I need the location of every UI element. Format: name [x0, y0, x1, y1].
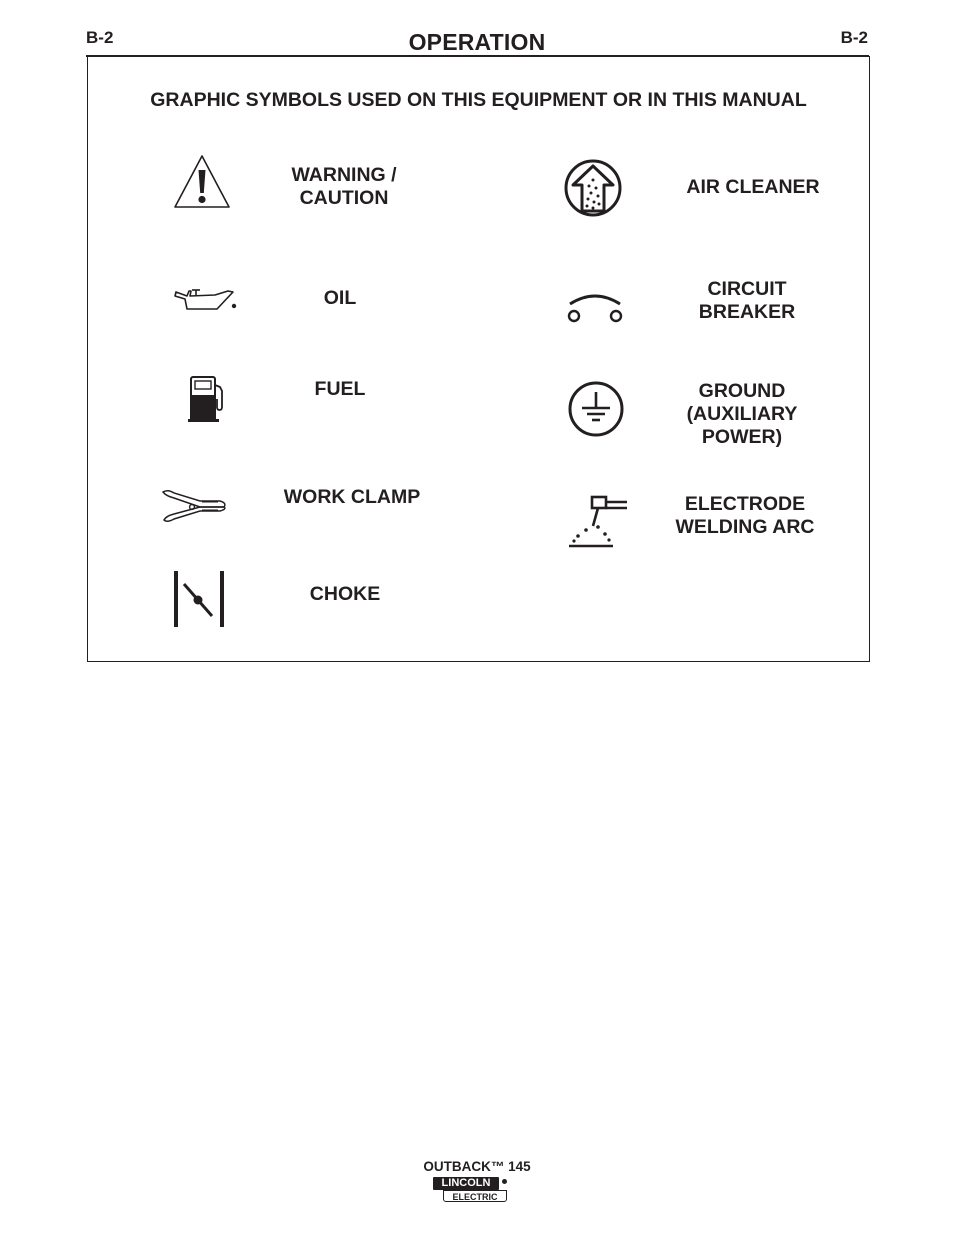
- symbol-label-ground-auxiliary-power: GROUND (AUXILIARY POWER): [686, 380, 798, 448]
- choke-icon: [172, 570, 226, 628]
- section-title: OPERATION: [408, 29, 546, 55]
- symbol-label-air-cleaner: AIR CLEANER: [686, 176, 820, 198]
- electrode-arc-icon: [565, 494, 629, 550]
- page-number-right: B-2: [840, 28, 868, 47]
- fuel-pump-icon: [188, 375, 228, 423]
- logo-registered-mark: [502, 1179, 507, 1184]
- symbol-label-circuit-breaker: CIRCUIT BREAKER: [698, 278, 796, 323]
- footer-product-name: OUTBACK™ 145: [423, 1159, 531, 1174]
- air-cleaner-icon: [563, 158, 623, 218]
- lincoln-electric-logo: [433, 1177, 513, 1205]
- symbol-label-work-clamp: WORK CLAMP: [283, 486, 421, 508]
- page-number-left: B-2: [86, 28, 114, 47]
- logo-top-text: LINCOLN: [433, 1177, 499, 1190]
- warning-triangle-icon: [172, 153, 232, 211]
- symbol-label-electrode-welding-arc: ELECTRODE WELDING ARC: [675, 493, 815, 538]
- work-clamp-icon: [160, 487, 230, 525]
- oil-can-icon: [173, 287, 239, 313]
- symbols-box-title: GRAPHIC SYMBOLS USED ON THIS EQUIPMENT OR IN THIS MANUAL: [150, 89, 807, 111]
- symbol-label-oil: OIL: [323, 287, 357, 309]
- symbol-label-warning-caution: WARNING / CAUTION: [291, 164, 397, 209]
- symbol-label-fuel: FUEL: [314, 378, 366, 400]
- symbol-label-choke: CHOKE: [309, 583, 381, 605]
- logo-bottom-text: ELECTRIC: [443, 1190, 507, 1202]
- ground-icon: [566, 380, 626, 438]
- circuit-breaker-icon: [565, 290, 625, 326]
